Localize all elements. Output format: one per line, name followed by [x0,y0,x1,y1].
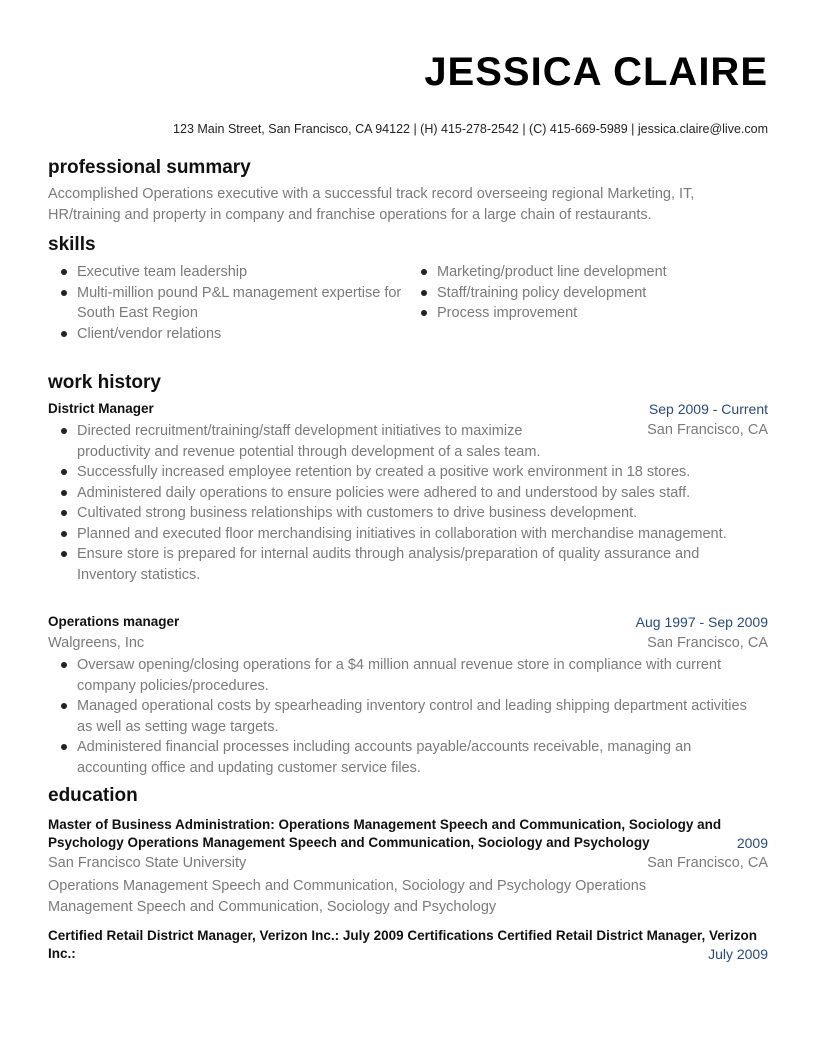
duty-item: Successfully increased employee retention by created a positive work environment in 18 stores. [48,462,748,483]
skill-item: Process improvement [408,303,768,324]
candidate-name: JESSICA CLAIRE [424,50,768,94]
skills-list-right [408,262,768,324]
job-header [48,614,768,635]
job-duties [48,421,748,585]
job-duties [48,655,748,778]
duty-item: Managed operational costs by spearheading inventory control and leading shipping department activities as well as setting wage targets. [48,696,748,737]
duty-item: Administered financial processes including accounts payable/accounts receivable, managing an accounting office and updating customer service files. [48,737,748,778]
job-title: District Manager [48,401,154,416]
school-row [48,855,768,876]
certification-line2: Inc.: [48,946,76,961]
job-dates: Aug 1997 - Sep 2009 [635,614,768,630]
skill-item: Executive team leadership [48,262,408,283]
job-company-row [48,635,768,656]
degree-title-line2: Psychology Operations Management Speech and Communication, Sociology and Psychology [48,835,650,850]
skills-list-left [48,262,408,344]
job-company: Walgreens, Inc [48,635,145,651]
contact-info: 123 Main Street, San Francisco, CA 94122 | (H) 415-278-2542 | (C) 415-669-5989 | jessica.claire@live.com [173,122,768,136]
work-history-heading: work history [48,372,161,393]
job-dates: Sep 2009 - Current [648,401,768,417]
duty-item: Administered daily operations to ensure policies were adhered to and understood by sales staff. [48,483,748,504]
job-title: Operations manager [48,614,180,629]
skill-item: Marketing/product line development [408,262,768,283]
summary-heading: professional summary [48,157,251,178]
degree-description: Operations Management Speech and Communication, Sociology and Psychology Operations Management Speech and Communication, Sociology and Psychology [48,878,647,915]
education-heading: education [48,785,138,806]
certification-line1: Certified Retail District Manager, Verizon Inc.: July 2009 Certifications Certified Retail District Manager, Verizon [48,928,757,943]
duty-item: Planned and executed floor merchandising initiatives in collaboration with merchandise management. [48,524,748,545]
certification-row [48,946,768,967]
degree-year: 2009 [736,835,768,851]
degree-row [48,835,768,856]
job-location: San Francisco, CA [647,635,768,651]
degree-title-line1: Master of Business Administration: Operations Management Speech and Communication, Sociology and [48,817,722,832]
school-location: San Francisco, CA [647,855,768,871]
duty-item: Cultivated strong business relationships with customers to drive business development. [48,503,748,524]
summary-text: Accomplished Operations executive with a successful track record overseeing regional Marketing, IT, HR/training and property in company and franchise operations for a large chain of restaurants. [48,186,695,223]
duty-item: Oversaw opening/closing operations for a $4 million annual revenue store in compliance with current company policies/procedures. [48,655,748,696]
skills-heading: skills [48,234,96,255]
school-name: San Francisco State University [48,855,247,871]
duty-item: Directed recruitment/training/staff development initiatives to maximize productivity and revenue potential through development of a sales team. [48,421,748,462]
skill-item: Staff/training policy development [408,283,768,304]
duty-item: Ensure store is prepared for internal audits through analysis/preparation of quality assurance and Inventory statistics. [48,544,748,585]
skill-item: Multi-million pound P&L management expertise for South East Region [48,283,408,324]
skill-item: Client/vendor relations [48,324,408,345]
certification-date: July 2009 [708,946,768,962]
job-location: San Francisco, CA [647,422,768,438]
job-header [48,401,768,422]
